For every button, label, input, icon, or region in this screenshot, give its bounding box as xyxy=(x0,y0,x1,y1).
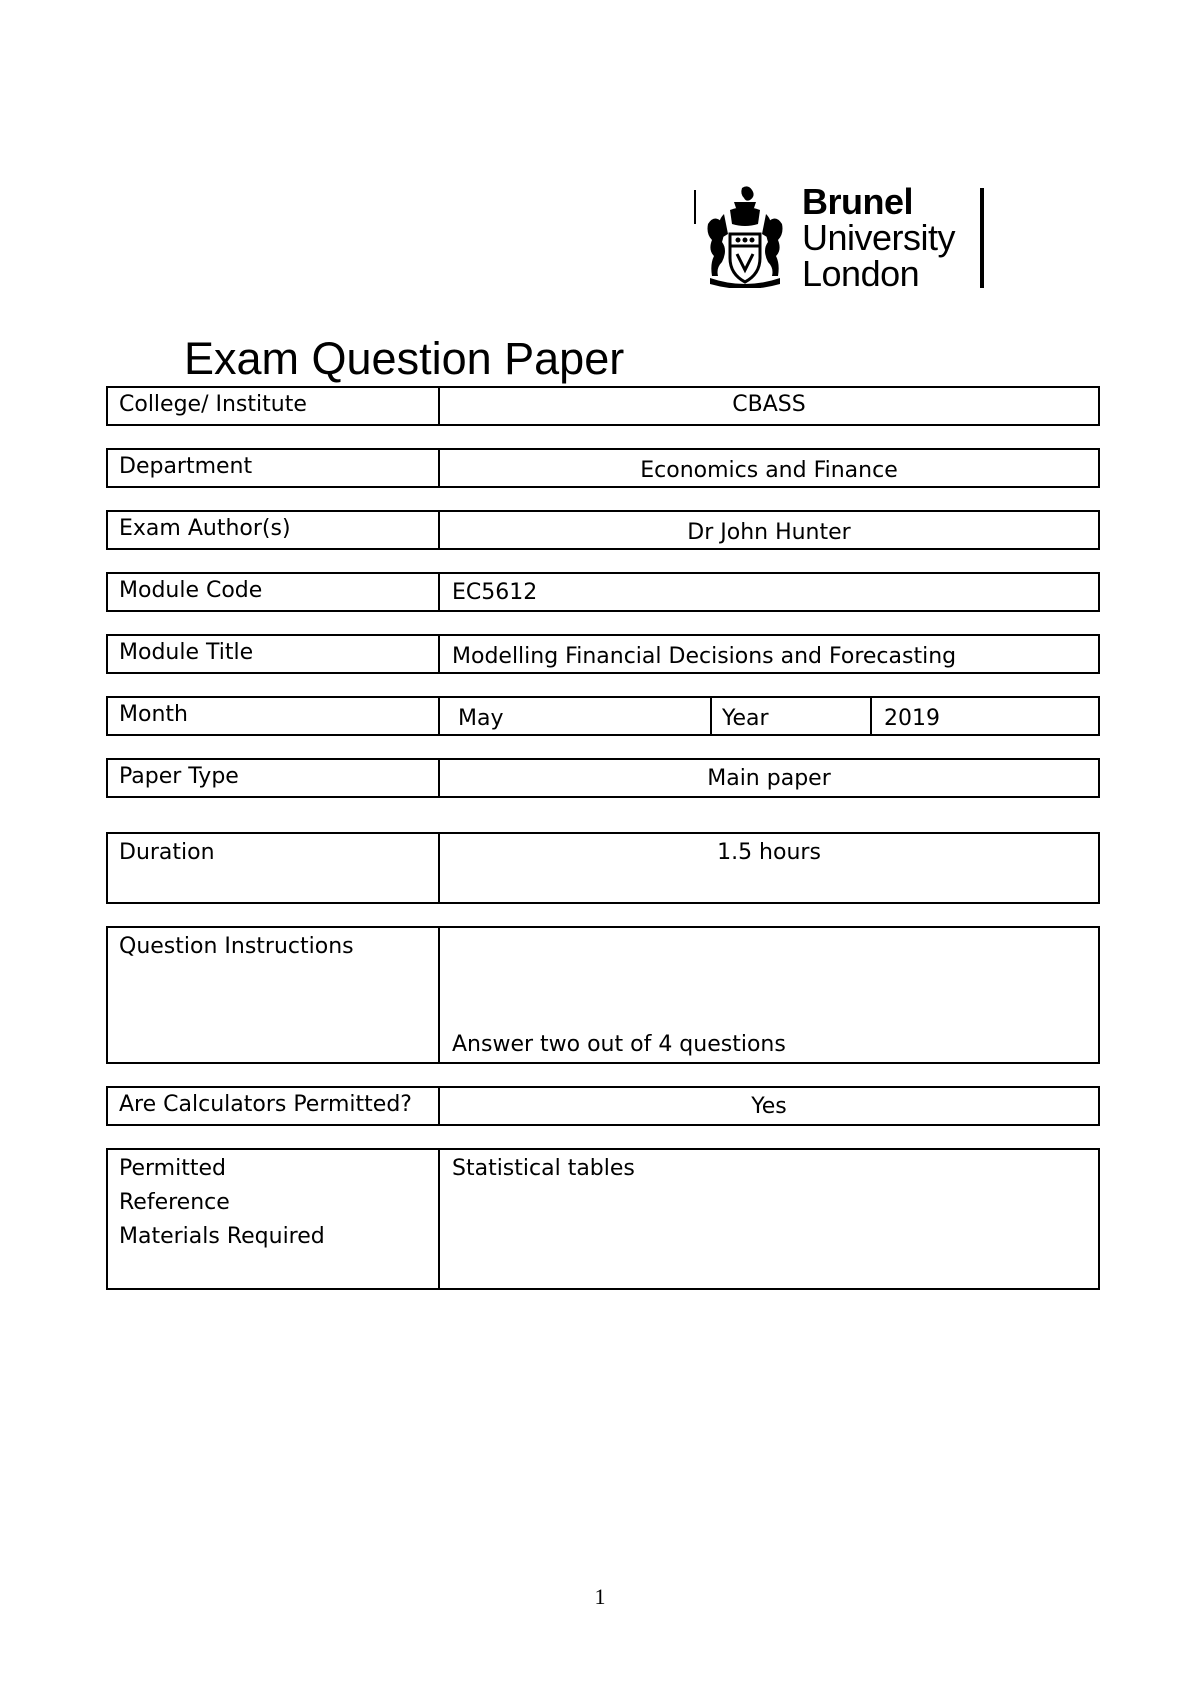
page-number: 1 xyxy=(594,1584,606,1609)
field-month-year xyxy=(106,696,1100,736)
field-label-authors: Exam Author(s) xyxy=(108,512,440,548)
field-label-month: Month xyxy=(108,698,440,734)
field-calculators xyxy=(106,1086,1100,1126)
logo-tick-mark xyxy=(694,190,696,224)
field-instructions xyxy=(106,926,1100,1064)
field-value-year: 2019 xyxy=(884,706,940,731)
field-label-college: College/ Institute xyxy=(108,388,440,424)
field-value-paper-type: Main paper xyxy=(707,766,831,791)
university-logo xyxy=(694,181,984,294)
logo-line-brunel: Brunel xyxy=(802,181,914,222)
field-label-reference-materials: Permitted Reference Materials Required xyxy=(108,1150,440,1288)
field-label-calculators: Are Calculators Permitted? xyxy=(108,1088,440,1124)
field-paper-type xyxy=(106,758,1100,798)
logo-wordmark xyxy=(802,181,956,294)
field-label-department: Department xyxy=(108,450,440,486)
field-label-instructions: Question Instructions xyxy=(108,928,440,1062)
field-label-year: Year xyxy=(712,698,872,734)
field-value-department: Economics and Finance xyxy=(640,458,898,483)
field-duration xyxy=(106,832,1100,904)
field-label-module-title: Module Title xyxy=(108,636,440,672)
field-label-paper-type: Paper Type xyxy=(108,760,440,796)
field-department xyxy=(106,448,1100,488)
field-module-code xyxy=(106,572,1100,612)
page-title: Exam Question Paper xyxy=(184,333,625,384)
field-reference-materials xyxy=(106,1148,1100,1290)
coat-of-arms-icon xyxy=(704,184,786,288)
field-value-instructions: Answer two out of 4 questions xyxy=(452,1032,786,1057)
field-label-duration: Duration xyxy=(108,834,440,902)
field-value-authors: Dr John Hunter xyxy=(687,520,851,545)
logo-rule xyxy=(980,188,984,288)
field-value-duration: 1.5 hours xyxy=(717,840,821,865)
field-value-calculators: Yes xyxy=(751,1094,787,1119)
field-value-reference-materials: Statistical tables xyxy=(452,1156,635,1181)
field-value-module-title: Modelling Financial Decisions and Forecasting xyxy=(452,644,957,669)
field-authors xyxy=(106,510,1100,550)
field-value-month: May xyxy=(440,698,712,734)
logo-line-london: London xyxy=(802,253,920,294)
field-value-module-code: EC5612 xyxy=(452,580,538,605)
field-label-module-code: Module Code xyxy=(108,574,440,610)
field-college xyxy=(106,386,1100,426)
field-value-college: CBASS xyxy=(732,392,806,417)
field-module-title xyxy=(106,634,1100,674)
logo-line-university: University xyxy=(802,217,956,258)
